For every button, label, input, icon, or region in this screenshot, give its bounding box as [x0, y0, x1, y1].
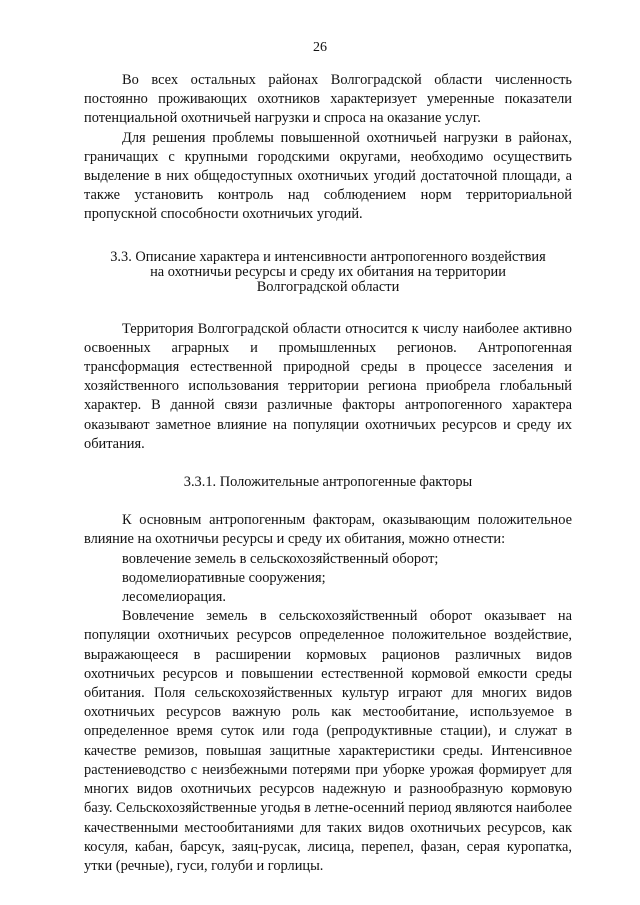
- paragraph-factors-intro: К основным антропогенным факторам, оказывающим положительное влияние на охотничьи ресурсы и среду их обитания, можно отнести:: [84, 512, 572, 548]
- list-item: лесомелиорация.: [122, 589, 227, 606]
- section-heading-line: 3.3. Описание характера и интенсивности антропогенного воздействия: [110, 248, 546, 265]
- list-item: водомелиоративные сооружения;: [122, 569, 326, 586]
- section-heading: [84, 250, 572, 295]
- section-heading-line: Волгоградской области: [256, 278, 400, 295]
- section-heading-line: на охотничьи ресурсы и среду их обитания на территории: [150, 263, 506, 280]
- list-item: вовлечение земель в сельскохозяйственный оборот;: [122, 550, 439, 567]
- document-body: [84, 71, 572, 876]
- page-number: 26: [313, 40, 327, 55]
- subsection-heading: 3.3.1. Положительные антропогенные факторы: [183, 474, 473, 491]
- paragraph-other-districts: Во всех остальных районах Волгоградской области численность постоянно проживающих охотников характеризует умеренные показатели потенциальной охотничьей нагрузки и спроса на оказание услуг.: [84, 72, 572, 127]
- paragraph-territory: Территория Волгоградской области относится к числу наиболее активно освоенных аграрных и промышленных регионов. Антропогенная трансформация естественной природной среды в процессе заселения и хозяйственного использования территории региона приобрела глобальный характер. В данной связи различные факторы антропогенного характера оказывают заметное влияние на популяции охотничьих ресурсов и среду их обитания.: [84, 320, 572, 452]
- paragraph-land-involvement: Вовлечение земель в сельскохозяйственный оборот оказывает на популяции охотничьих ресурсов определенное положительное воздействие, выражающееся в расширении кормовых рационов различных видов охотничьих ресурсов и повышении естественной кормовой емкости среды обитания. Поля сельскохозяйственных культур играют для многих видов охотничьих ресурсов важную роль как местообитание, используемое в определенное время суток или года (репродуктивные стации), и служат в качестве ремизов, повышая защитные характеристики среды. Интенсивное растениеводство с неизбежными потерями при уборке урожая формирует для многих видов охотничьих ресурсов надежную и разнообразную кормовую базу. Сельскохозяйственные угодья в летне-осенний период являются наиболее качественными местообитаниями для таких видов охотничьих ресурсов, как косуля, кабан, барсук, заяц-русак, лисица, перепел, фазан, серая куропатка, утки (речные), гуси, голуби и горлицы.: [84, 608, 572, 874]
- paragraph-hunting-load: Для решения проблемы повышенной охотничьей нагрузки в районах, граничащих с крупными городскими округами, необходимо осуществить выделение в них общедоступных охотничьих угодий достаточной площади, а также установить контроль над соблюдением норм территориальной пропускной способности охотничьих угодий.: [84, 129, 572, 223]
